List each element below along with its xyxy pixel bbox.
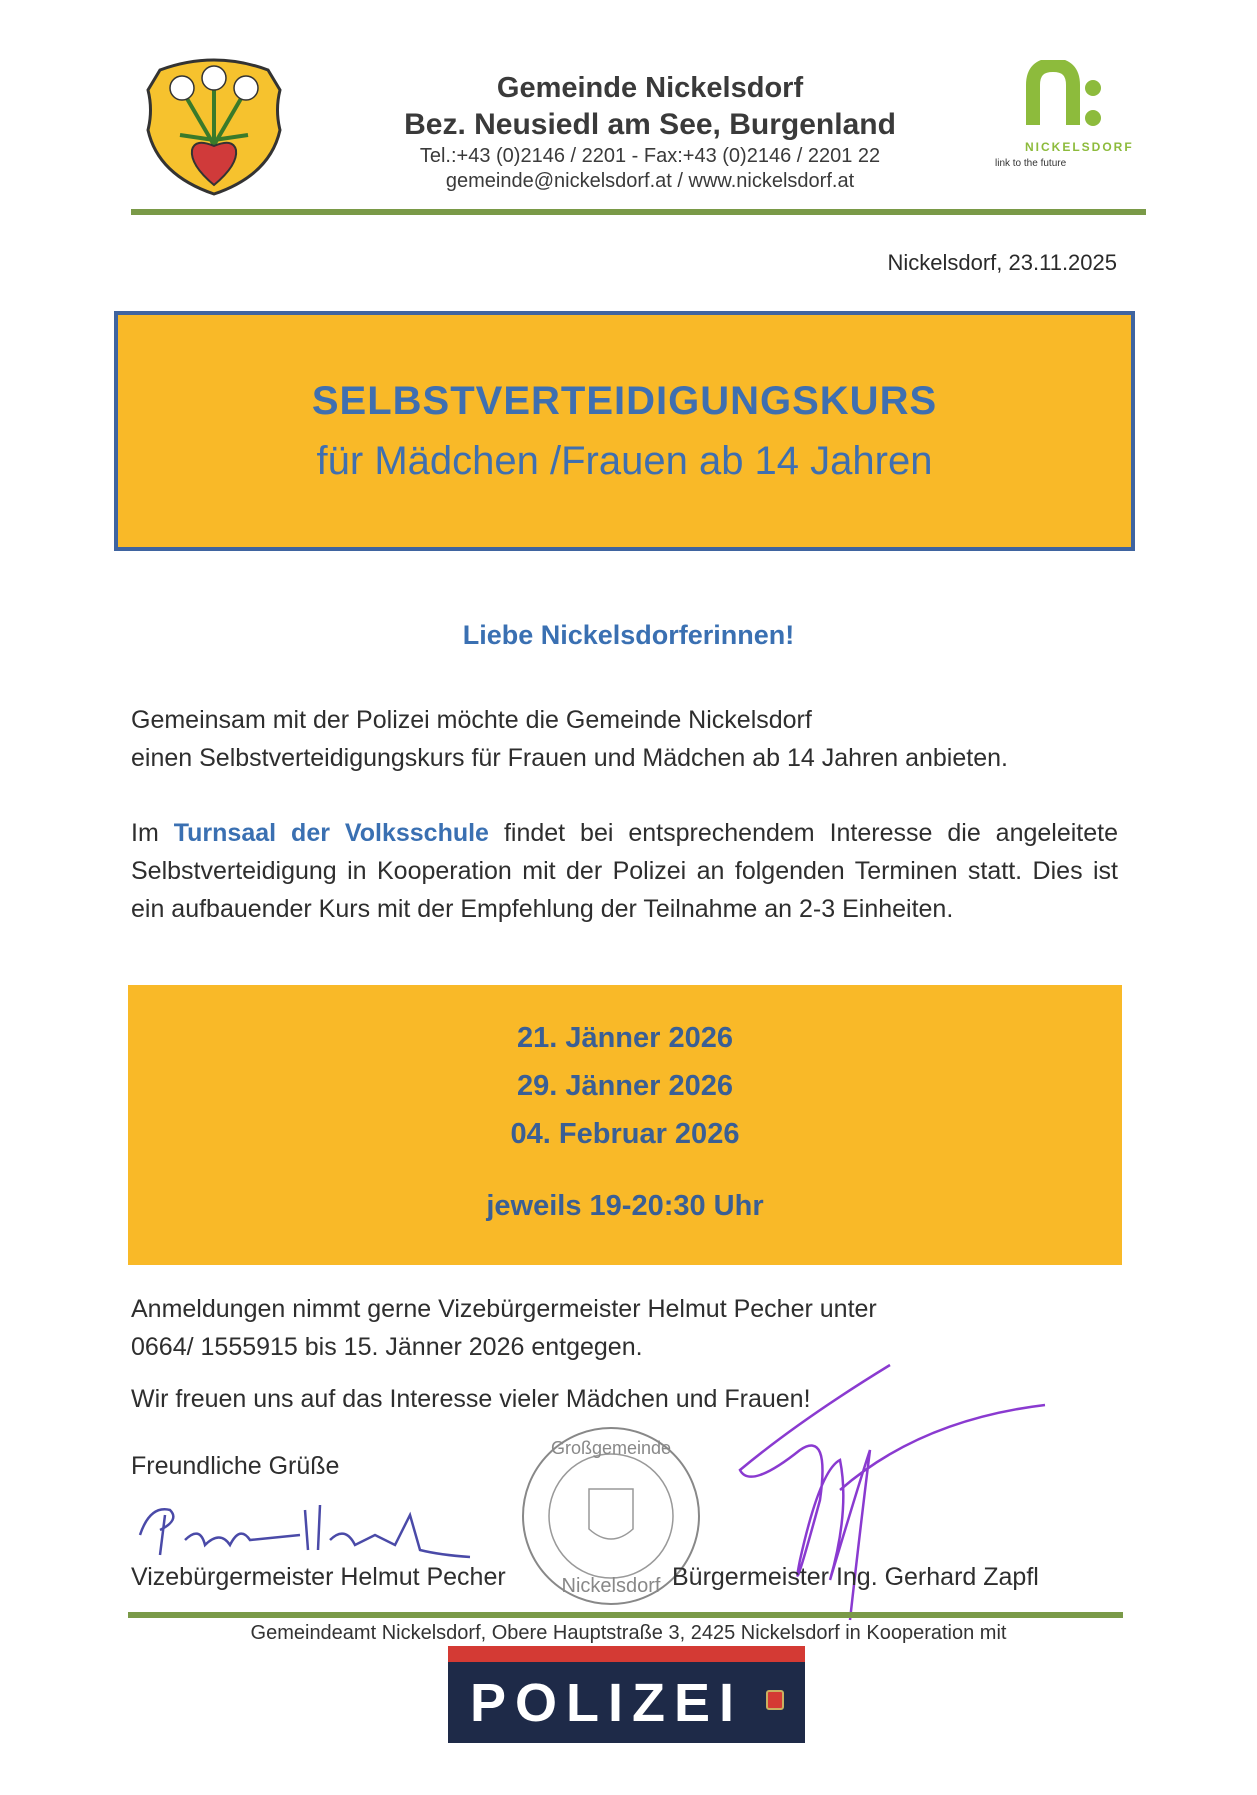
signatory-left: Vizebürgermeister Helmut Pecher — [131, 1563, 506, 1591]
org-name: Gemeinde Nickelsdorf — [496, 72, 804, 104]
registration-line-1: Anmeldungen nimmt gerne Vizebürgermeister Helmut Pecher unter — [131, 1295, 877, 1323]
logo-slogan: link to the future — [995, 158, 1067, 169]
coat-of-arms-logo — [140, 50, 288, 196]
intro-paragraph — [131, 701, 1118, 777]
eagle-icon — [766, 1690, 784, 1710]
course-title: SELBSTVERTEIDIGUNGSKURS — [311, 379, 938, 423]
svg-text:Nickelsdorf: Nickelsdorf — [561, 1575, 661, 1597]
title-box — [114, 311, 1135, 551]
venue-highlight: Turnsaal der Volksschule — [173, 819, 489, 847]
signatory-right: Bürgermeister Ing. Gerhard Zapfl — [672, 1563, 1039, 1591]
contact-phone: Tel.:+43 (0)2146 / 2201 - Fax:+43 (0)2146 / 2201 22 — [419, 145, 881, 167]
date-3: 04. Februar 2026 — [510, 1118, 740, 1150]
details-prefix: Im — [131, 819, 159, 847]
date-line: Nickelsdorf, 23.11.2025 — [887, 250, 1117, 275]
header-divider — [131, 209, 1146, 215]
logo-name: NICKELSDORF — [1025, 140, 1134, 154]
signature-pecher — [130, 1495, 490, 1570]
date-1: 21. Jänner 2026 — [516, 1022, 734, 1054]
police-logo-red-bar — [448, 1646, 805, 1662]
footer-divider — [128, 1612, 1123, 1618]
intro-line-1: Gemeinsam mit der Polizei möchte die Gemeinde Nickelsdorf — [131, 706, 812, 734]
regards: Freundliche Grüße — [131, 1452, 340, 1480]
details-text: findet bei entsprechendem Interesse die angeleitete Selbstverteidigung in Kooperation mit der Polizei an folgenden Terminen statt. Dies ist ein aufbauender Kurs mit der Empfehlung der Teilnahme an 2-3 Einheiten. — [131, 819, 1119, 923]
district: Bez. Neusiedl am See, Burgenland — [404, 108, 896, 141]
date-2: 29. Jänner 2026 — [516, 1070, 734, 1102]
registration-paragraph — [131, 1290, 1118, 1366]
closing-wish: Wir freuen uns auf das Interesse vieler Mädchen und Frauen! — [131, 1385, 811, 1413]
footer-address: Gemeindeamt Nickelsdorf, Obere Hauptstraße 3, 2425 Nickelsdorf in Kooperation mit — [250, 1622, 1007, 1644]
signature-zapfl — [720, 1360, 1060, 1635]
greeting: Liebe Nickelsdorferinnen! — [462, 620, 795, 650]
intro-line-2: einen Selbstverteidigungskurs für Frauen und Mädchen ab 14 Jahren anbieten. — [131, 744, 1008, 772]
details-paragraph — [131, 814, 1118, 928]
dates-box — [128, 985, 1122, 1265]
time: jeweils 19-20:30 Uhr — [486, 1190, 764, 1222]
nickelsdorf-logo — [995, 60, 1155, 170]
n-logo-icon — [1025, 60, 1105, 130]
course-subtitle: für Mädchen /Frauen ab 14 Jahren — [316, 439, 933, 483]
svg-text:Großgemeinde: Großgemeinde — [550, 1438, 672, 1458]
police-logo-text: POLIZEI — [470, 1673, 744, 1733]
contact-web: gemeinde@nickelsdorf.at / www.nickelsdorf.at — [445, 170, 855, 192]
police-logo — [448, 1646, 805, 1743]
registration-line-2: 0664/ 1555915 bis 15. Jänner 2026 entgegen. — [131, 1333, 643, 1361]
